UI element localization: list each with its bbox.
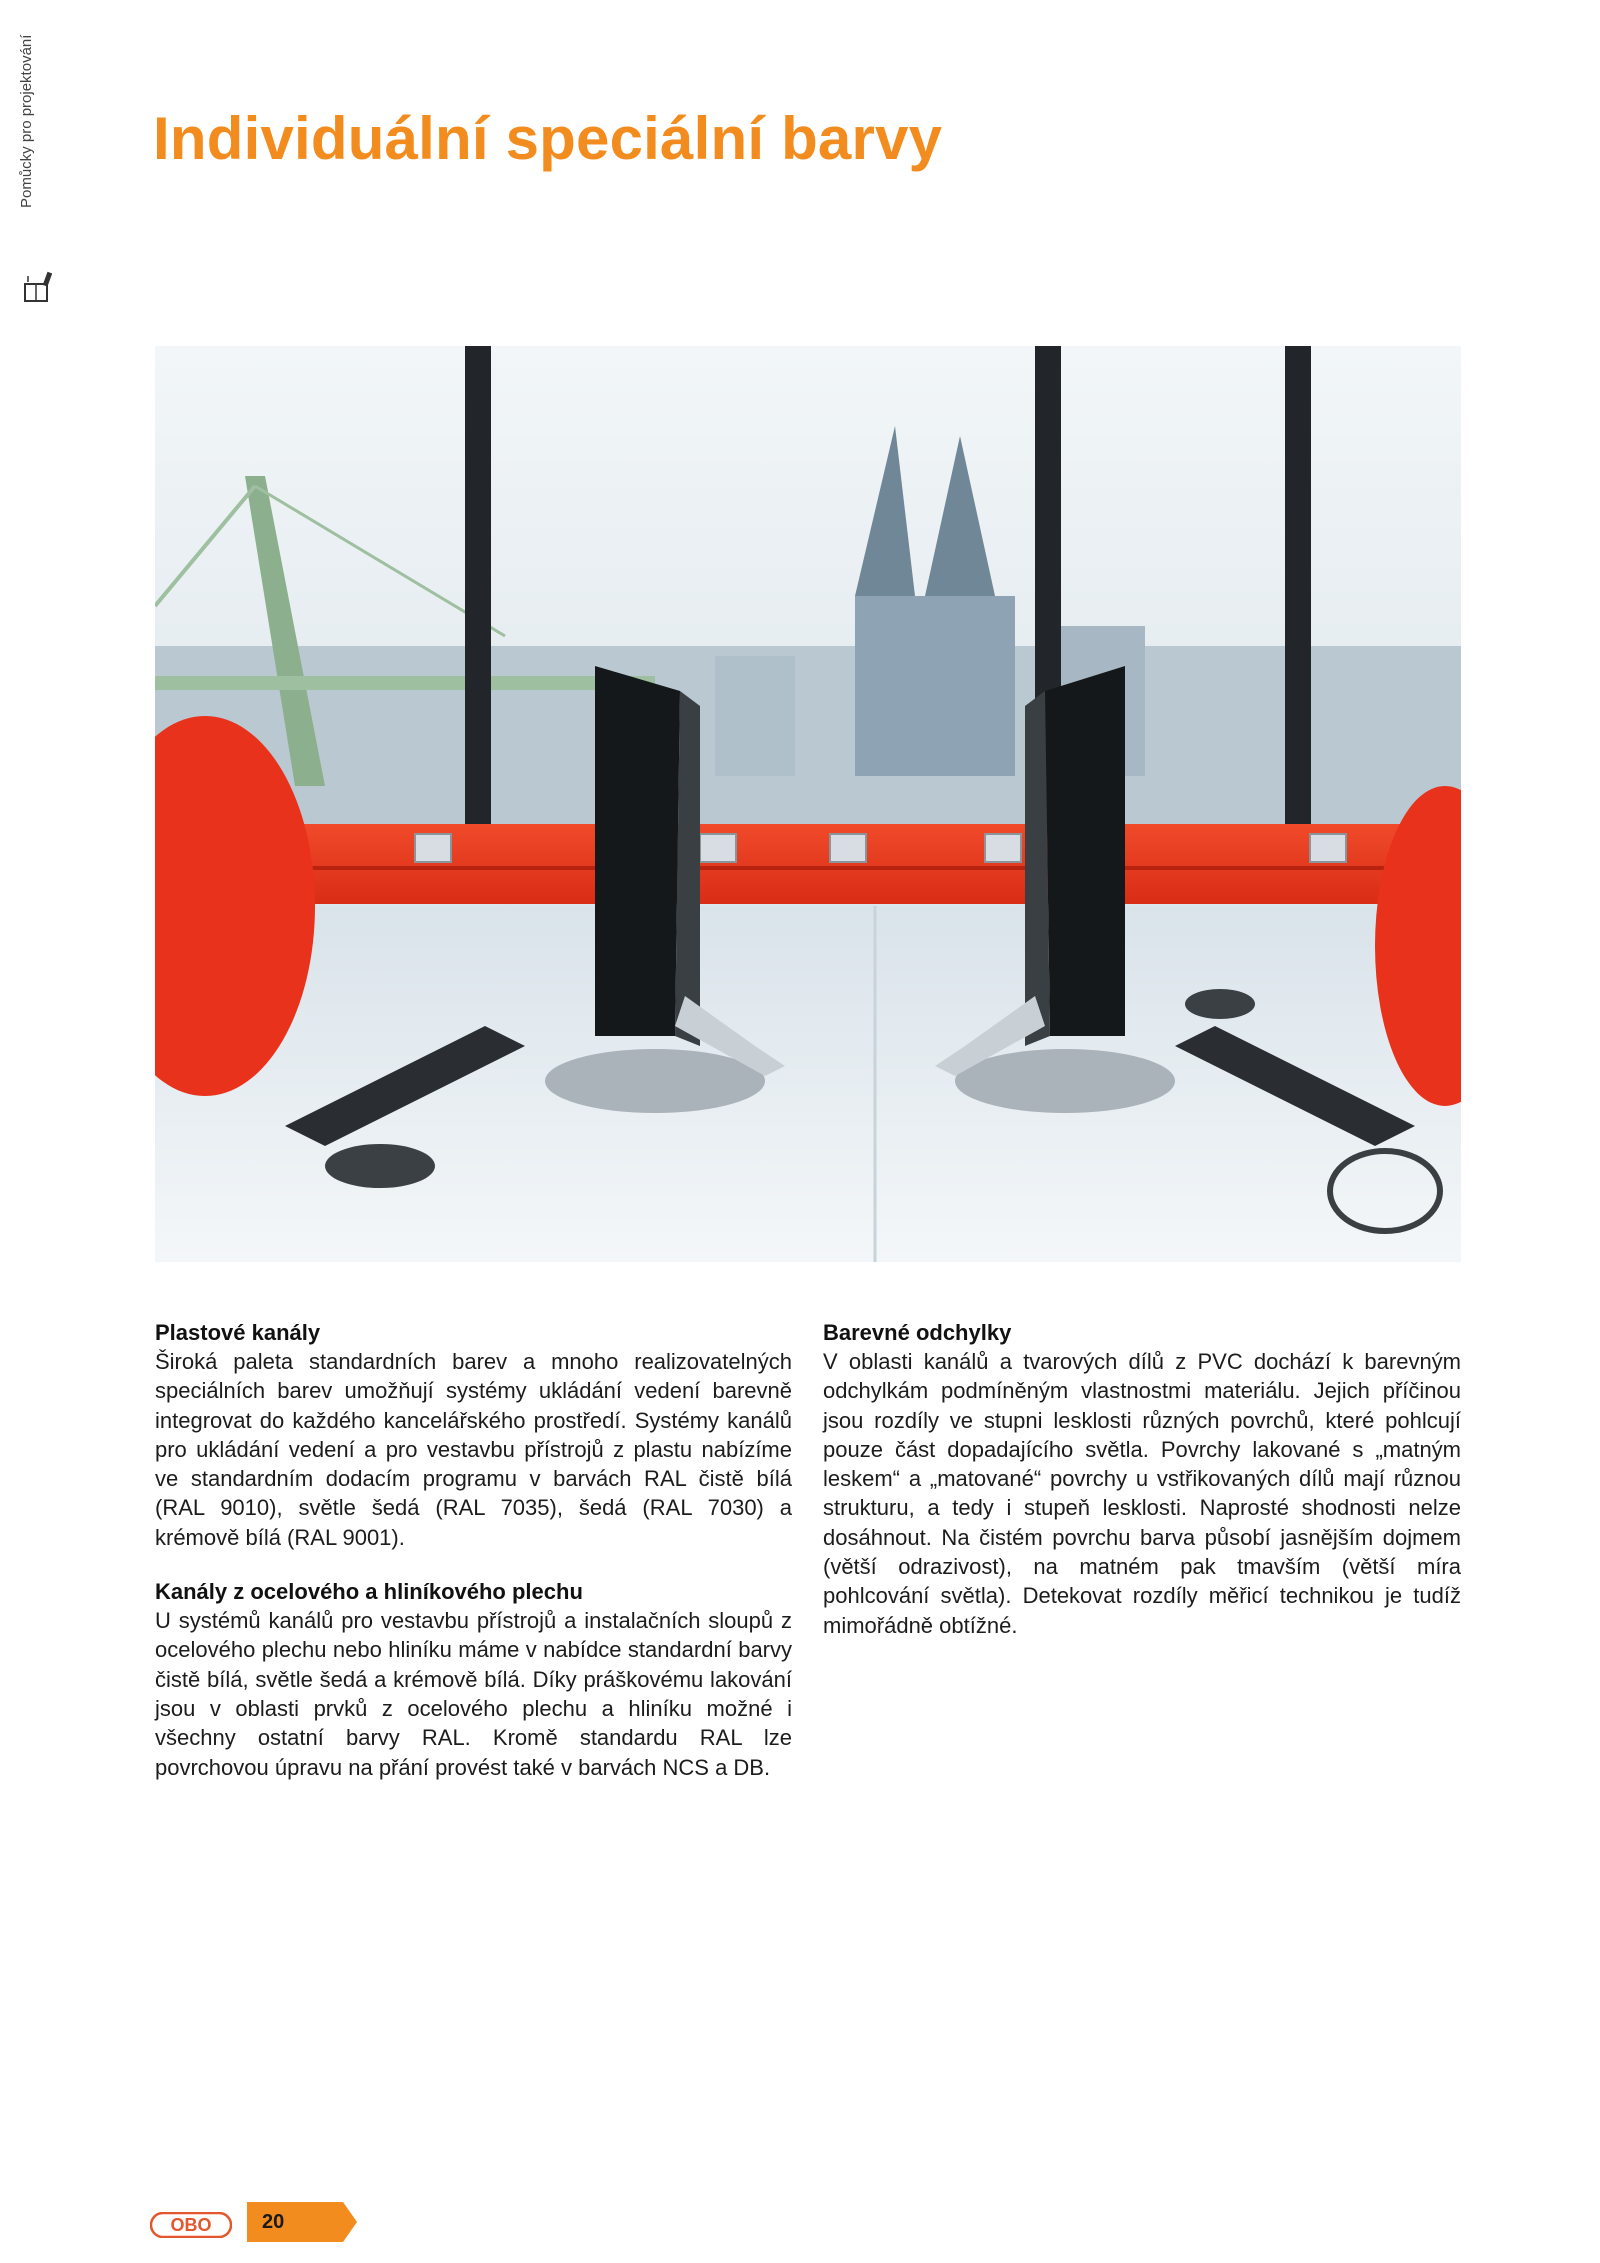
color-deviations-text: V oblasti kanálů a tvarových dílů z PVC dochází k barevným odchylkám podmíněným vlastnostmi materiálu. Jejich příčinou jsou rozdíly ve stupni lesklosti různých povrchů, které pohlcují pouze část dopadajícího světla. Povrchy lakované s „matným leskem“ a „matované“ povrchy u vstřikovaných dílů mají různou strukturu, a tedy i stupeň lesklosti. Naprosté shodnosti nelze dosáhnout. Na čistém povrchu barva působí jasnějším dojmem (větší odrazivost), na matném pak tmavším (větší míra pohlcování světla). Detekovat rozdíly měřicí technikou je tudíž mimořádně obtížné. [823,1349,1461,1638]
plastic-channels-heading: Plastové kanály [155,1320,321,1345]
side-label-text: Pomůcky pro projektování [18,34,35,208]
plastic-channels-text: Široká paleta standardních barev a mnoho realizovatelných speciálních barev umožňují systémy ukládání vedení barevně integrovat do každého kancelářského prostředí. Systémy kanálů pro ukládání vedení a pro vestavbu přístrojů z plastu nabízíme ve standardním dodacím programu v barvách RAL čistě bílá (RAL 9010), světle šedá (RAL 7035), šedá (RAL 7030) a krémově bílá (RAL 9001). [155,1349,792,1550]
page-number: 20 [262,2211,285,2233]
side-section-label [18,10,42,210]
steel-channels-heading: Kanály z ocelového a hliníkového plechu [155,1579,583,1605]
pencil-book-icon [22,270,56,306]
steel-channels-text: U systémů kanálů pro vestavbu přístrojů a instalačních sloupů z ocelového plechu nebo hliníku máme v nabídce standardní barvy čistě bílá, světle šedá a krémově bílá. Díky práškovému lakování jsou v oblasti prvků z ocelového plechu a hliníku možné i všechny ostatní barvy RAL. Kromě standardu RAL lze povrchovou úpravu na přání provést také v barvách NCS a DB. [155,1608,792,1780]
color-deviations-heading: Barevné odchylky [823,1320,1012,1345]
obo-logo [150,2212,232,2238]
right-column [823,1318,1461,1640]
left-column [155,1318,792,1782]
page-title: Individuální speciální barvy [153,105,943,172]
office-photo [155,346,1461,1262]
logo-text: OBO [170,2215,212,2235]
